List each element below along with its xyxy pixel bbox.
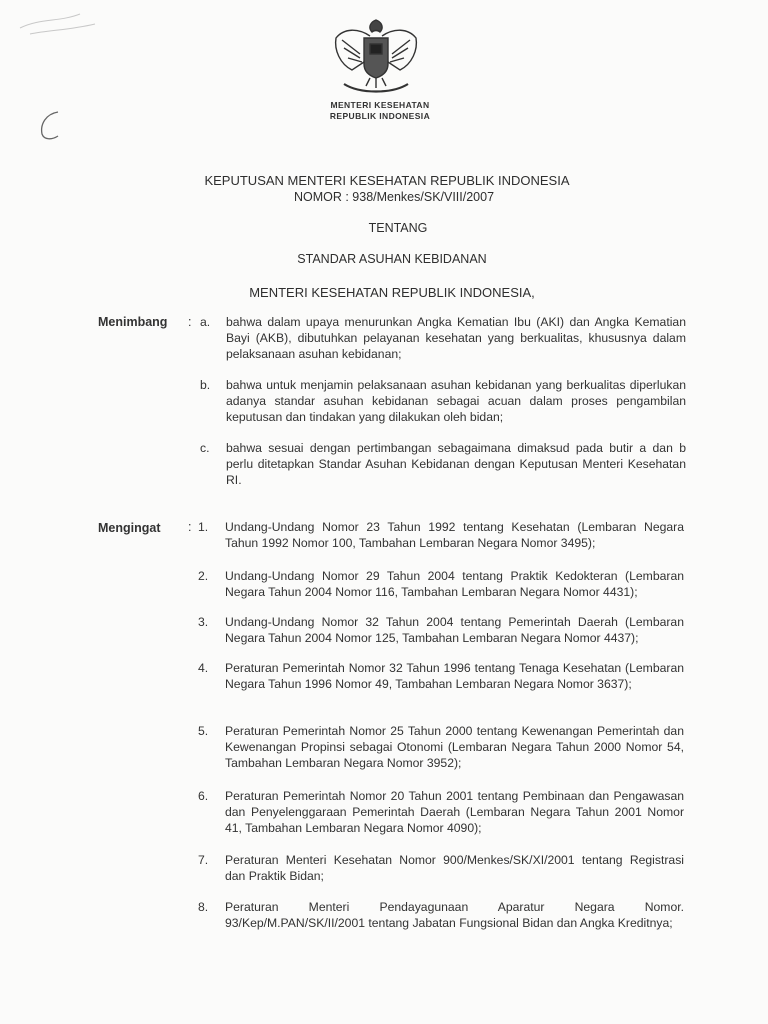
item-text: bahwa dalam upaya menurunkan Angka Kematian Ibu (AKI) dan Angka Kematian Bayi (AKB), dibutuhkan pelayanan kesehatan yang berkualitas, khususnya dalam pelaksanaan asuhan kebidanan; xyxy=(226,315,686,361)
item-marker: 4. xyxy=(198,661,209,675)
issuer-line-2: REPUBLIK INDONESIA xyxy=(329,111,431,121)
item-text: Undang-Undang Nomor 29 Tahun 2004 tentang Praktik Kedokteran (Lembaran Negara Tahun 2004 Nomor 116, Tambahan Lembaran Negara Nomor 4431); xyxy=(225,569,684,599)
issuer-line-1: MENTERI KESEHATAN xyxy=(330,100,430,110)
item-marker: 5. xyxy=(198,724,209,738)
issuer-block xyxy=(290,100,470,122)
handwritten-mark xyxy=(36,108,64,142)
item-text: Peraturan Pemerintah Nomor 20 Tahun 2001 tentang Pembinaan dan Pengawasan dan Penyelenggaraan Pemerintah Daerah (Lembaran Negara Tahun 2001 Nomor 41, Tambahan Lembaran Negara Nomor 4090); xyxy=(225,789,684,835)
item-text: Peraturan Menteri Kesehatan Nomor 900/Menkes/SK/XI/2001 tentang Registrasi dan Praktik Bidan; xyxy=(225,853,684,883)
item-marker: 6. xyxy=(198,789,209,803)
item-text: Peraturan Pemerintah Nomor 32 Tahun 1996 tentang Tenaga Kesehatan (Lembaran Negara Tahun 1996 Nomor 49, Tambahan Lembaran Negara Nomor 3637); xyxy=(225,661,684,691)
item-text: bahwa sesuai dengan pertimbangan sebagaimana dimaksud pada butir a dan b perlu ditetapkan Standar Asuhan Kebidanan dengan Keputusan Menteri Kesehatan RI. xyxy=(226,441,686,487)
mengingat-colon: : xyxy=(188,520,192,534)
menimbang-label: Menimbang xyxy=(98,315,168,329)
about-heading: TENTANG xyxy=(368,221,428,235)
menimbang-colon: : xyxy=(188,315,192,329)
item-marker: 1. xyxy=(198,520,209,534)
mengingat-label: Mengingat xyxy=(98,521,161,535)
item-marker: 2. xyxy=(198,569,209,583)
item-marker: a. xyxy=(200,315,211,329)
decree-subject: STANDAR ASUHAN KEBIDANAN xyxy=(297,252,487,266)
item-marker: 3. xyxy=(198,615,209,629)
item-marker: 8. xyxy=(198,900,209,914)
garuda-emblem-icon xyxy=(330,14,422,100)
decree-number: NOMOR : 938/Menkes/SK/VIII/2007 xyxy=(293,190,495,204)
item-marker: b. xyxy=(200,378,211,392)
pencil-scribble xyxy=(0,0,140,50)
minister-heading: MENTERI KESEHATAN REPUBLIK INDONESIA, xyxy=(249,285,535,300)
item-text: Peraturan Menteri Pendayagunaan Aparatur Negara Nomor. 93/Kep/M.PAN/SK/II/2001 tentang Jabatan Fungsional Bidan dan Angka Kreditnya; xyxy=(225,900,684,930)
item-marker: 7. xyxy=(198,853,209,867)
item-text: Undang-Undang Nomor 23 Tahun 1992 tentang Kesehatan (Lembaran Negara Tahun 1992 Nomor 100, Tambahan Lembaran Negara Nomor 3495); xyxy=(225,520,684,550)
item-text: Peraturan Pemerintah Nomor 25 Tahun 2000 tentang Kewenangan Pemerintah dan Kewenangan Propinsi sebagai Otonomi (Lembaran Negara Tahun 2000 Nomor 54, Tambahan Lembaran Negara Nomor 3952); xyxy=(225,724,684,770)
item-text: bahwa untuk menjamin pelaksanaan asuhan kebidanan yang berkualitas diperlukan adanya standar asuhan kebidanan sebagai acuan dalam proses pengambilan keputusan dan tindakan yang dilakukan oleh bidan; xyxy=(226,378,686,424)
item-marker: c. xyxy=(200,441,210,455)
decree-title: KEPUTUSAN MENTERI KESEHATAN REPUBLIK INDONESIA xyxy=(204,173,570,188)
item-text: Undang-Undang Nomor 32 Tahun 2004 tentang Pemerintah Daerah (Lembaran Negara Tahun 2004 Nomor 125, Tambahan Lembaran Negara Nomor 4437); xyxy=(225,615,684,645)
